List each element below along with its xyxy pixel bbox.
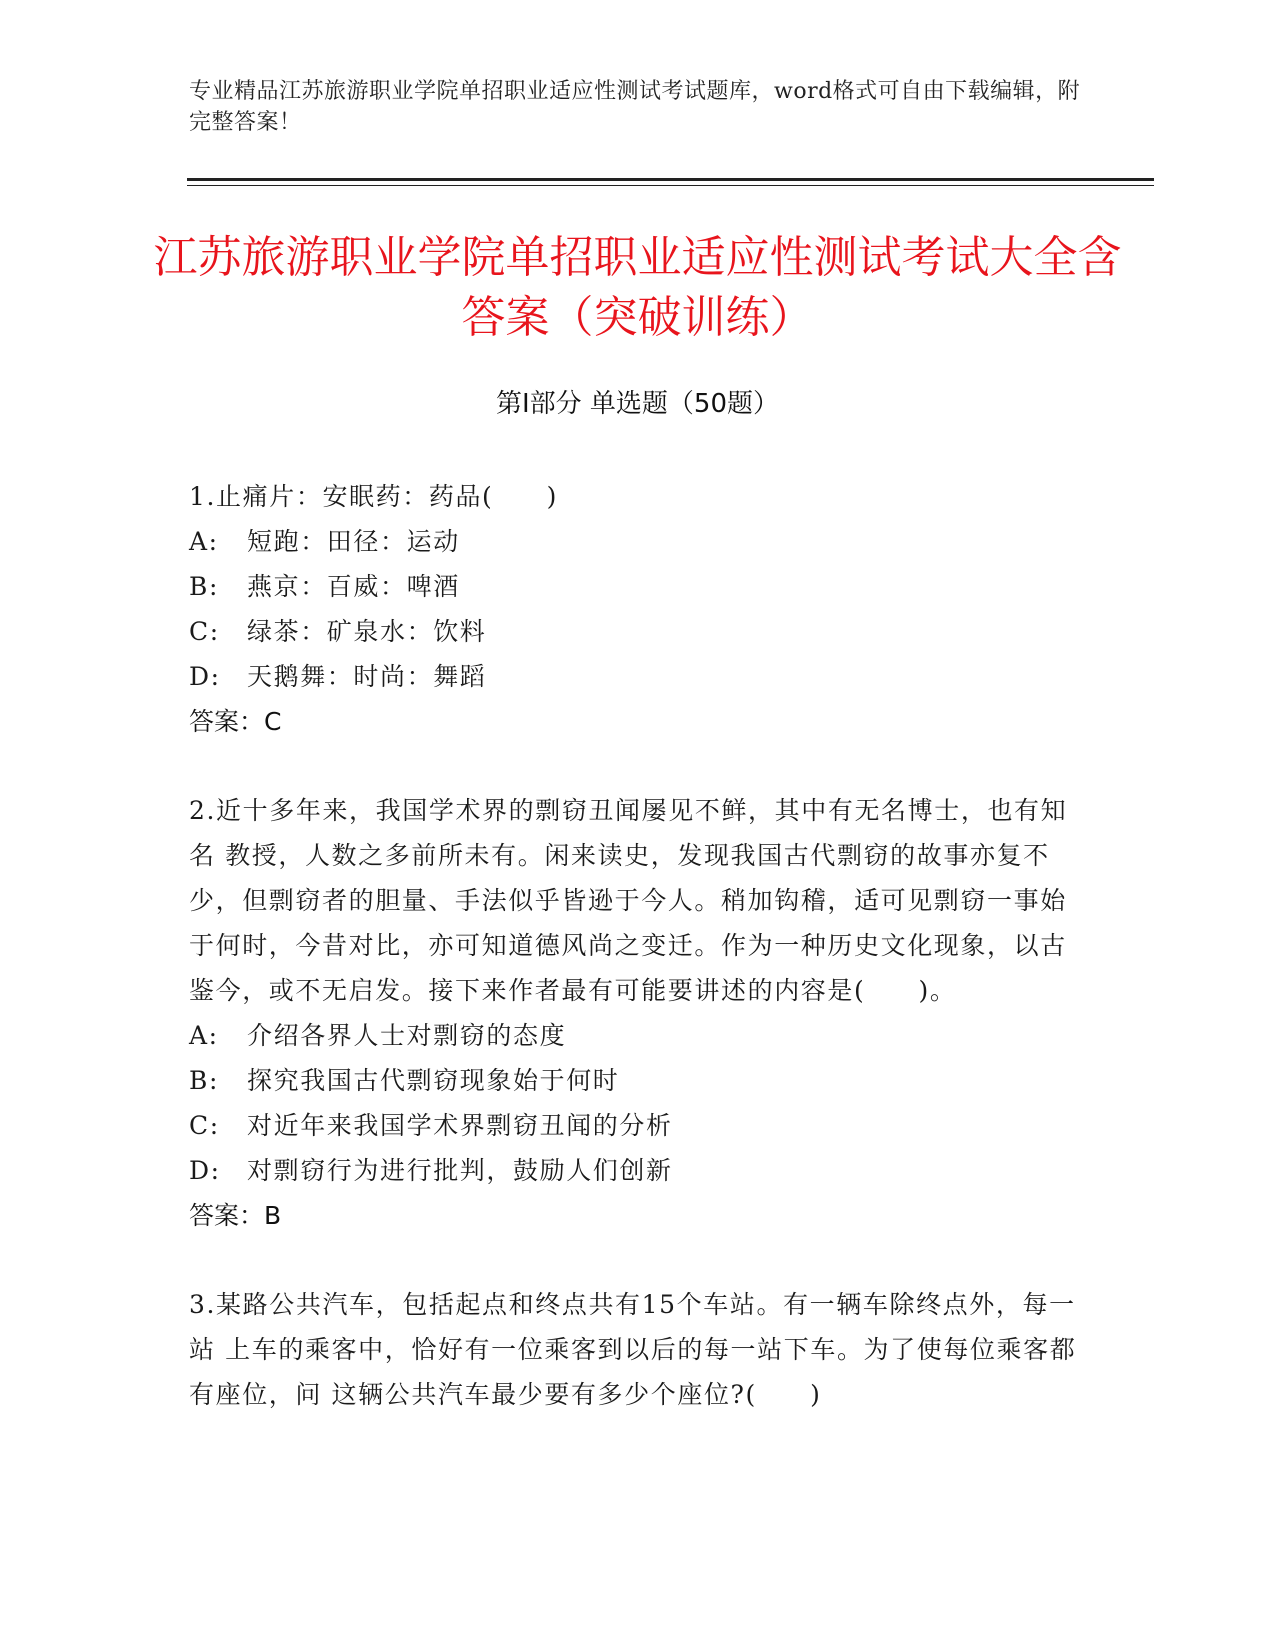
question-list: [189, 474, 1079, 1461]
option-d: [189, 1148, 1079, 1193]
question-3: [189, 1282, 1079, 1417]
question-stem: 1.止痛片：安眠药：药品( ): [189, 482, 558, 511]
document-title: 江苏旅游职业学院单招职业适应性测试考试大全含答案（突破训练）: [153, 232, 1122, 343]
option-key: D:: [189, 1156, 221, 1185]
question-2: [189, 788, 1079, 1238]
option-text: 对剽窃行为进行批判，鼓励人们创新: [247, 1156, 673, 1185]
option-text: 对近年来我国学术界剽窃丑闻的分析: [247, 1111, 673, 1140]
answer-line: 答案：B: [189, 1201, 282, 1230]
option-key: A:: [189, 1021, 219, 1050]
option-key: C:: [189, 1111, 220, 1140]
option-c: [189, 609, 1079, 654]
option-text: 短跑：田径：运动: [247, 527, 460, 556]
option-c: [189, 1103, 1079, 1148]
option-b: [189, 564, 1079, 609]
option-text: 探究我国古代剽窃现象始于何时: [247, 1066, 620, 1095]
option-key: B:: [189, 572, 219, 601]
question-1: [189, 474, 1079, 744]
option-text: 天鹅舞：时尚：舞蹈: [247, 662, 487, 691]
question-stem: 3.某路公共汽车，包括起点和终点共有15个车站。有一辆车除终点外，每一站 上车的乘客中，恰好有一位乘客到以后的每一站下车。为了使每位乘客都有座位，问 这辆公共汽车最少要有多少个座位?( ): [189, 1290, 1077, 1409]
option-a: [189, 1013, 1079, 1058]
answer-line: 答案：C: [189, 707, 282, 736]
option-key: B:: [189, 1066, 219, 1095]
header-divider-thick: [187, 178, 1154, 181]
option-key: C:: [189, 617, 220, 646]
option-key: D:: [189, 662, 221, 691]
option-text: 介绍各界人士对剽窃的态度: [247, 1021, 567, 1050]
option-a: [189, 519, 1079, 564]
option-text: 绿茶：矿泉水：饮料: [247, 617, 487, 646]
option-d: [189, 654, 1079, 699]
option-key: A:: [189, 527, 219, 556]
option-text: 燕京：百威：啤酒: [247, 572, 460, 601]
question-stem: 2.近十多年来，我国学术界的剽窃丑闻屡见不鲜，其中有无名博士，也有知名 教授，人数之多前所未有。闲来读史，发现我国古代剽窃的故事亦复不少，但剽窃者的胆量、手法似乎皆逊于今人。稍加钩稽，适可见剽窃一事始于何时，今昔对比，亦可知道德风尚之变迁。作为一种历史文化现象，以古鉴今，或不无启发。接下来作者最有可能要讲述的内容是( )。: [189, 796, 1068, 1005]
header-divider-thin: [187, 185, 1154, 186]
section-heading: 第Ⅰ部分 单选题（50题）: [495, 389, 780, 419]
option-b: [189, 1058, 1079, 1103]
header-note: 专业精品江苏旅游职业学院单招职业适应性测试考试题库，word格式可自由下载编辑，附完整答案！: [189, 79, 1081, 135]
